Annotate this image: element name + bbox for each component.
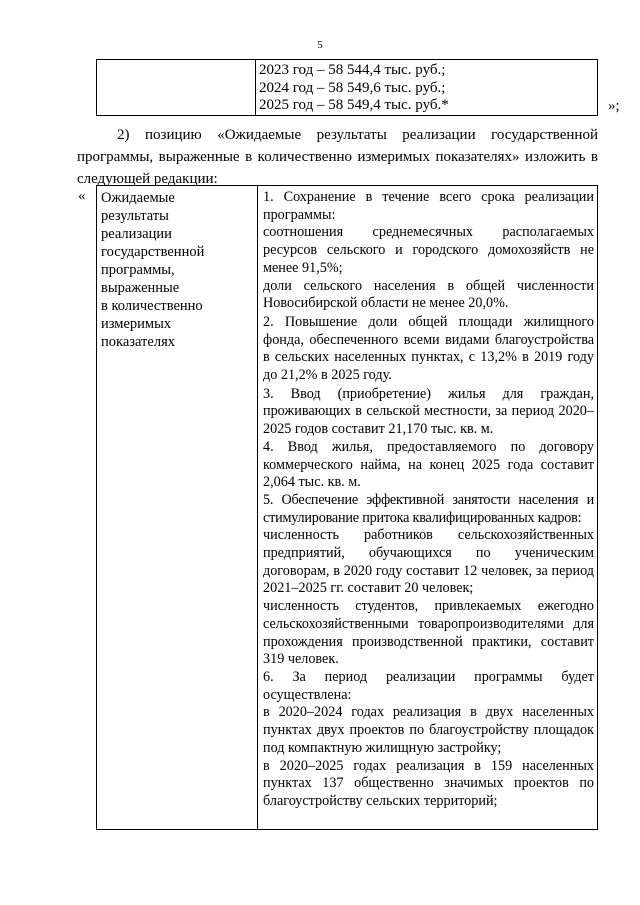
closing-quote: »; [608,98,620,114]
results-table-label-cell [97,186,258,830]
result-item: в 2020–2025 годах реализация в 159 населенных пунктах 137 общественно значимых проектов по благоустройству сельских территорий; [263,757,594,809]
result-item: 1. Сохранение в течение всего срока реализации программы: [263,189,594,223]
label-line: государственной [101,244,205,260]
result-item: 3. Ввод (приобретение) жилья для граждан, проживающих в сельской местности, за период 2020–2025 годов составит 21,170 тыс. кв. м. [263,385,594,438]
opening-quote: « [78,188,86,204]
result-item: 2. Повышение доли общей площади жилищного фонда, обеспеченного всеми видами благоустройства в сельских населенных пунктах, с 13,2% в 2019 году до 21,2% в 2025 году. [263,313,594,384]
financing-row: 2024 год – 58 549,6 тыс. руб.; [259,79,446,96]
results-table [96,185,598,830]
result-item: соотношения среднемесячных располагаемых ресурсов сельского и городского домохозяйств не менее 91,5%; [263,224,594,276]
financing-row: 2025 год – 58 549,4 тыс. руб.* [259,97,449,113]
result-item: численность работников сельскохозяйственных предприятий, обучающихся по ученическим договорам, в 2020 году составит 12 человек, за период 2021–2025 гг. составит 20 человек; [263,527,594,597]
result-item: 5. Обеспечение эффективной занятости населения и стимулирование притока квалифицированных кадров: [263,491,594,526]
financing-row: 2023 год – 58 544,4 тыс. руб.; [259,62,446,78]
label-line: программы, [101,262,175,278]
result-item: доли сельского населения в общей численности Новосибирской области не менее 20,0%. [263,277,594,312]
label-line: реализации [101,226,172,242]
financing-table-left-cell [97,60,256,116]
results-table-content-cell [258,186,598,830]
financing-table [96,59,598,116]
label-line: результаты [101,208,169,224]
label-line: Ожидаемые [101,190,175,206]
result-item: численность студентов, привлекаемых ежегодно сельскохозяйственными товаропроизводителями для прохождения производственной практики, составит 319 человек. [263,598,594,668]
result-item: 4. Ввод жилья, предоставляемого по договору коммерческого найма, на конец 2025 года составит 2,064 тыс. кв. м. [263,438,594,491]
label-line: показателях [101,334,175,350]
amendment-paragraph: 2) позицию «Ожидаемые результаты реализации государственной программы, выраженные в количественно измеримых показателях» изложить в следующей редакции: [77,127,598,187]
label-line: в количественно [101,298,203,314]
result-item: в 2020–2024 годах реализация в двух населенных пунктах двух проектов по благоустройству площадок под компактную жилищную застройку; [263,704,594,756]
label-line: измеримых [101,316,172,332]
label-line: выраженные [101,280,180,296]
page-number: 5 [317,39,323,51]
result-item: 6. За период реализации программы будет осуществлена: [263,668,594,703]
financing-table-right-cell [256,60,598,116]
